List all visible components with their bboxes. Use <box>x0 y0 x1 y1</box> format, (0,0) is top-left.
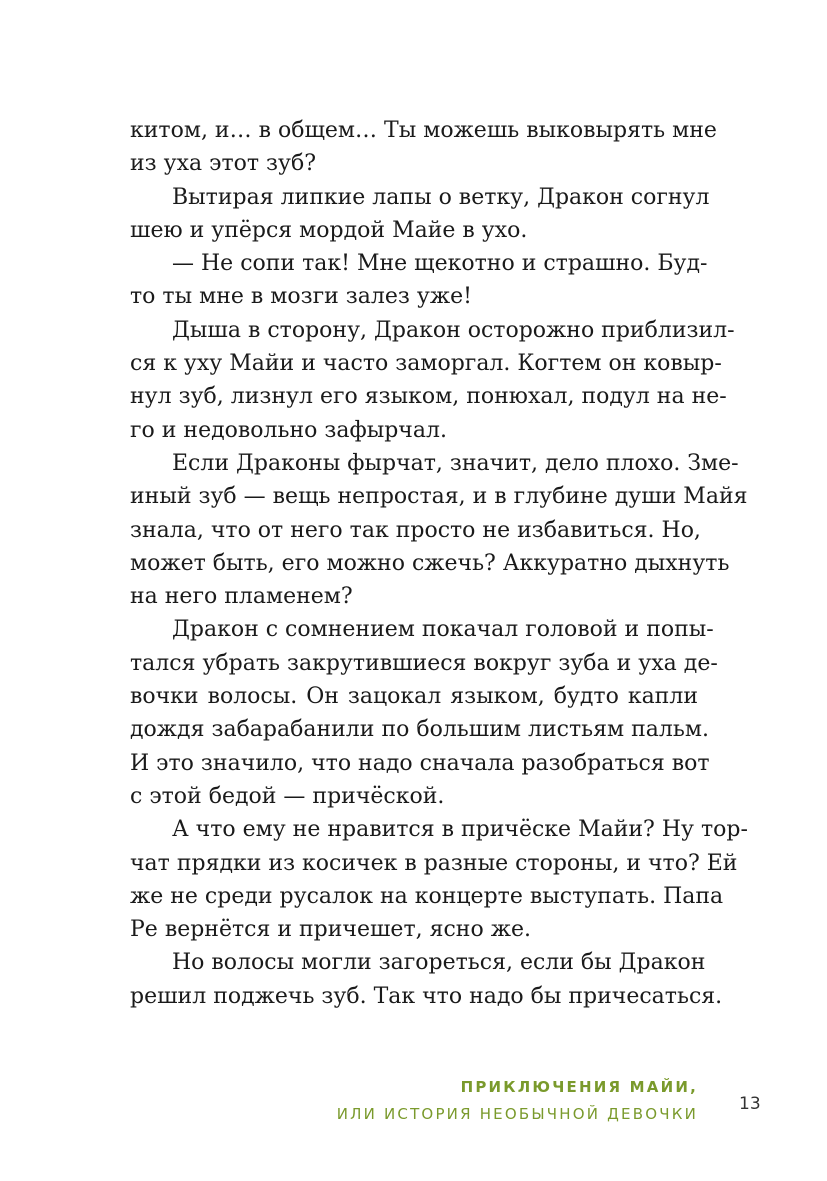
text-line: — Не сопи так! Мне щекотно и страшно. Буд- <box>172 251 708 277</box>
text-line: с этой бедой — причёской. <box>130 783 445 809</box>
text-line: нул зуб, лизнул его языком, понюхал, подул на не- <box>130 384 727 410</box>
book-title-line-2: ИЛИ ИСТОРИЯ НЕОБЫЧНОЙ ДЕВОЧКИ <box>336 1105 698 1123</box>
text-line: го и недовольно зафырчал. <box>130 417 447 443</box>
text-line: Ре вернётся и причешет, ясно же. <box>130 917 531 943</box>
body-text <box>130 114 748 1013</box>
text-line: же не среди русалок на концерте выступать. Папа <box>130 883 724 909</box>
book-title-line-1: ПРИКЛЮЧЕНИЯ МАЙИ, <box>460 1078 698 1096</box>
text-line: чат прядки из косичек в разные стороны, и что? Ей <box>130 850 738 876</box>
text-line: китом, и… в общем… Ты можешь выковырять мне <box>130 118 717 143</box>
text-line: из уха этот зуб? <box>130 151 317 177</box>
text-line: И это значило, что надо сначала разобраться вот <box>130 750 710 776</box>
text-line: дождя забарабанили по большим листьям пальм. <box>130 717 709 743</box>
text-line: знала, что от него так просто не избавиться. Но, <box>130 517 701 543</box>
text-line: может быть, его можно сжечь? Аккуратно дыхнуть <box>130 550 730 576</box>
text-line: Вытирая липкие лапы о ветку, Дракон согнул <box>172 184 710 210</box>
text-line: тался убрать закрутившиеся вокруг зуба и уха де- <box>130 650 718 676</box>
text-line: вочки волосы. Он зацокал языком, будто капли <box>130 684 698 710</box>
text-line: Если Драконы фырчат, значит, дело плохо. Зме- <box>172 450 739 476</box>
text-line: ся к уху Майи и часто заморгал. Когтем он ковыр- <box>130 351 722 377</box>
text-line: на него пламенем? <box>130 584 353 610</box>
text-line: Дракон с сомнением покачал головой и попы- <box>172 617 714 643</box>
running-footer <box>337 1074 698 1128</box>
text-line: шею и упёрся мордой Майе в ухо. <box>130 217 528 243</box>
text-line: А что ему не нравится в причёске Майи? Ну тор- <box>172 817 748 843</box>
text-line: то ты мне в мозги залез уже! <box>130 284 472 310</box>
text-line: Дыша в сторону, Дракон осторожно приблизил- <box>172 317 735 343</box>
text-line: Но волосы могли загореться, если бы Дракон <box>172 950 706 976</box>
text-line: решил поджечь зуб. Так что надо бы причесаться. <box>130 983 723 1009</box>
page-number: 13 <box>739 1094 761 1114</box>
text-line: иный зуб — вещь непростая, и в глубине души Майя <box>130 484 748 510</box>
